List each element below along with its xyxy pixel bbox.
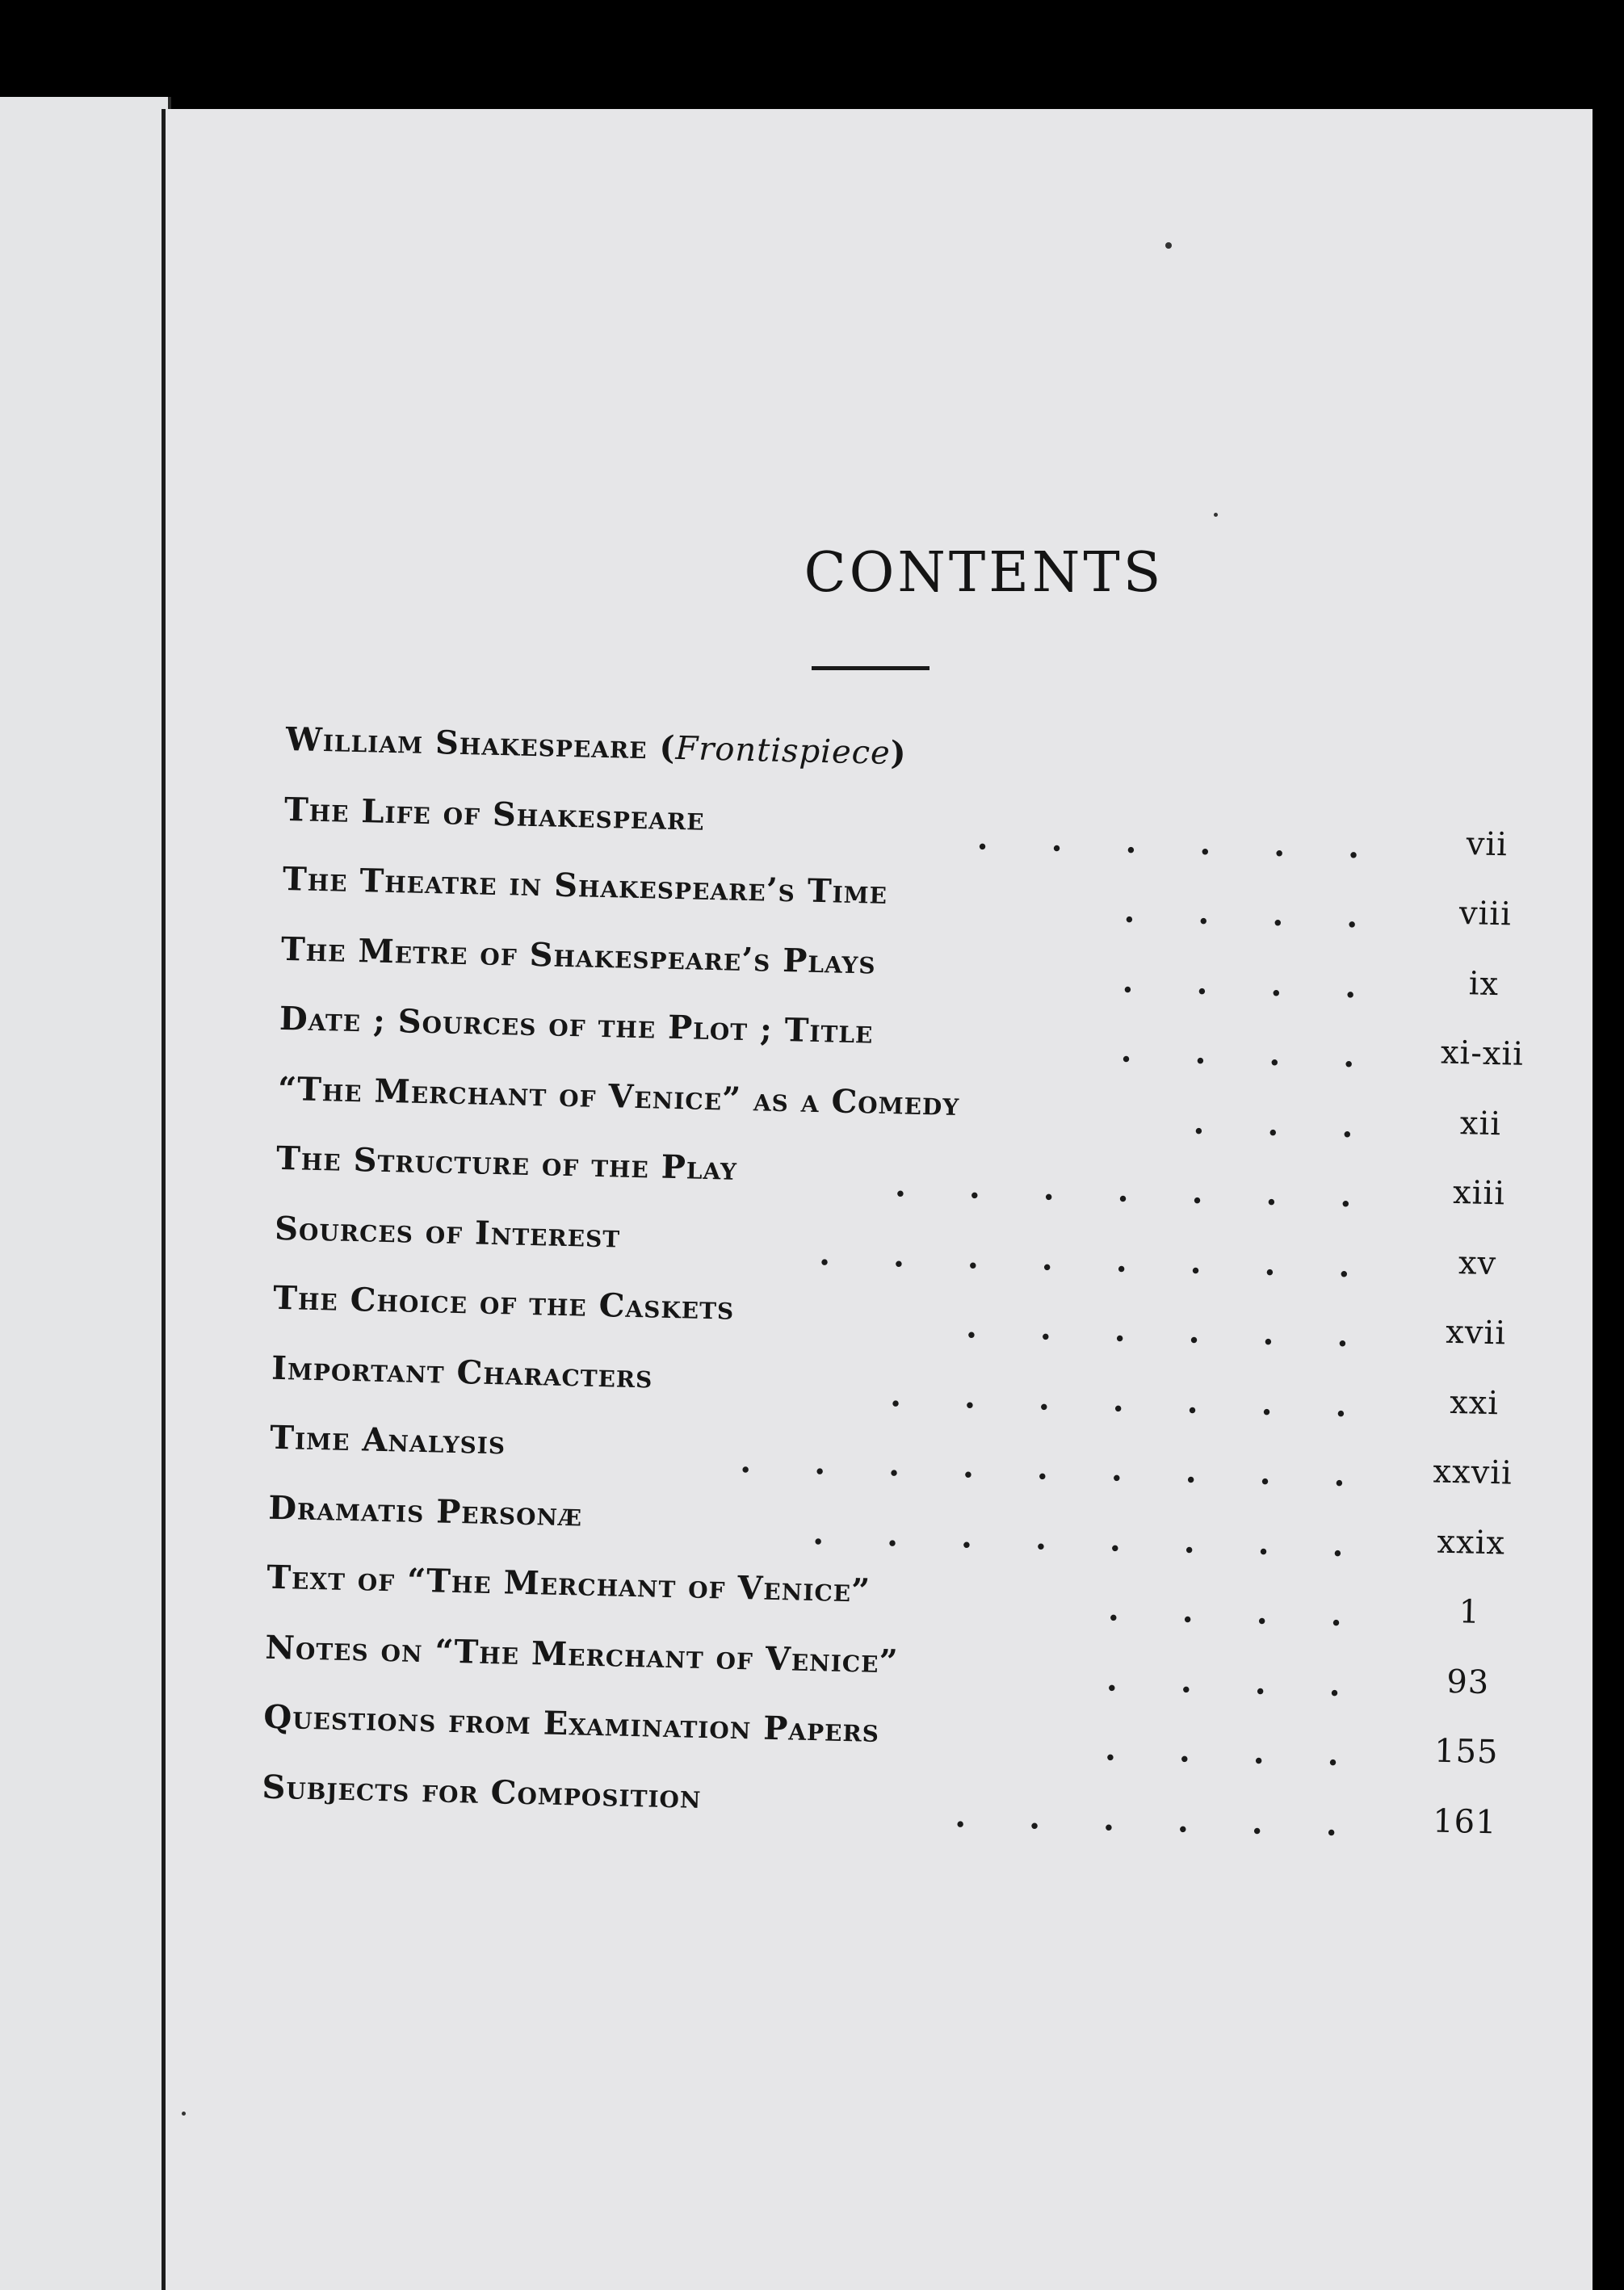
dot-leader: ........ bbox=[812, 1513, 1408, 1566]
dot-leader: .... bbox=[1120, 1031, 1418, 1076]
toc-page-number: xiii bbox=[1452, 1173, 1506, 1213]
dot-leader: .... bbox=[1104, 1730, 1403, 1775]
toc-page-number: xxi bbox=[1449, 1383, 1500, 1422]
dot-leader: ........ bbox=[818, 1234, 1414, 1286]
title-rule bbox=[812, 666, 929, 670]
dot-leader: ... bbox=[1193, 1103, 1416, 1147]
toc-page-number: xxvii bbox=[1433, 1453, 1513, 1492]
toc-page-number: xxix bbox=[1437, 1523, 1506, 1562]
dot-leader: .... bbox=[1107, 1590, 1406, 1635]
toc-entry-label: Dramatis Personæ bbox=[267, 1488, 583, 1534]
toc-page-number: 1 bbox=[1458, 1593, 1481, 1631]
toc-entry-label: The Structure of the Play bbox=[275, 1139, 738, 1188]
toc-entry-label: William Shakespeare (Frontispiece) bbox=[285, 719, 908, 773]
toc-entry-label: Time Analysis bbox=[269, 1418, 506, 1462]
dot-leader: ...... bbox=[965, 1307, 1412, 1356]
toc-entry-label: Text of “The Merchant of Venice” bbox=[266, 1558, 871, 1610]
dot-leader: ......... bbox=[739, 1441, 1409, 1495]
toc-entry-label: The Metre of Shakespeare’s Plays bbox=[280, 929, 877, 982]
toc-entry-label: Date ; Sources of the Plot ; Title bbox=[279, 999, 874, 1051]
toc-entry-label: Notes on “The Merchant of Venice” bbox=[264, 1628, 900, 1680]
dot-leader: .... bbox=[1122, 962, 1420, 1007]
dot-leader: ....... bbox=[889, 1375, 1411, 1426]
dot-leader: ...... bbox=[976, 818, 1423, 867]
toc-page-number: 161 bbox=[1432, 1802, 1498, 1841]
toc-entry-label: Sources of Interest bbox=[274, 1209, 621, 1256]
toc-page-number: vii bbox=[1466, 824, 1509, 863]
paper-speck bbox=[1165, 242, 1172, 249]
toc-entry-italic-note: Frontispiece bbox=[675, 729, 892, 772]
toc-page-number: xvii bbox=[1445, 1313, 1507, 1353]
toc-entry-label: The Theatre in Shakespeare’s Time bbox=[282, 859, 888, 912]
dot-leader: ...... bbox=[954, 1796, 1401, 1845]
dot-leader: ....... bbox=[894, 1166, 1416, 1216]
toc-entry-label: Questions from Examination Papers bbox=[262, 1697, 880, 1750]
table-of-contents bbox=[262, 703, 1546, 1848]
toc-page-number: xii bbox=[1459, 1104, 1502, 1143]
toc-page-number: xi-xii bbox=[1440, 1034, 1525, 1073]
toc-entry-label: The Choice of the Caskets bbox=[272, 1278, 735, 1327]
toc-page-number: 93 bbox=[1446, 1663, 1490, 1701]
paper-speck bbox=[1214, 513, 1218, 517]
toc-entry-label: Important Characters bbox=[271, 1348, 653, 1395]
toc-entry-label: The Life of Shakespeare bbox=[283, 790, 706, 838]
toc-page-number: xv bbox=[1458, 1244, 1497, 1282]
paper-speck bbox=[182, 2112, 186, 2116]
page-title: CONTENTS bbox=[804, 541, 1164, 605]
dot-leader: .... bbox=[1106, 1659, 1404, 1705]
toc-page-number: viii bbox=[1458, 895, 1513, 933]
toc-entry-label: Subjects for Composition bbox=[261, 1768, 703, 1816]
toc-page-number: ix bbox=[1468, 964, 1500, 1003]
contents-page bbox=[162, 109, 1593, 2290]
dot-leader: .... bbox=[1123, 891, 1421, 937]
facing-page-edge bbox=[0, 97, 171, 2290]
toc-page-number: 155 bbox=[1433, 1732, 1500, 1772]
toc-entry-label: “The Merchant of Venice” as a Comedy bbox=[277, 1069, 960, 1123]
